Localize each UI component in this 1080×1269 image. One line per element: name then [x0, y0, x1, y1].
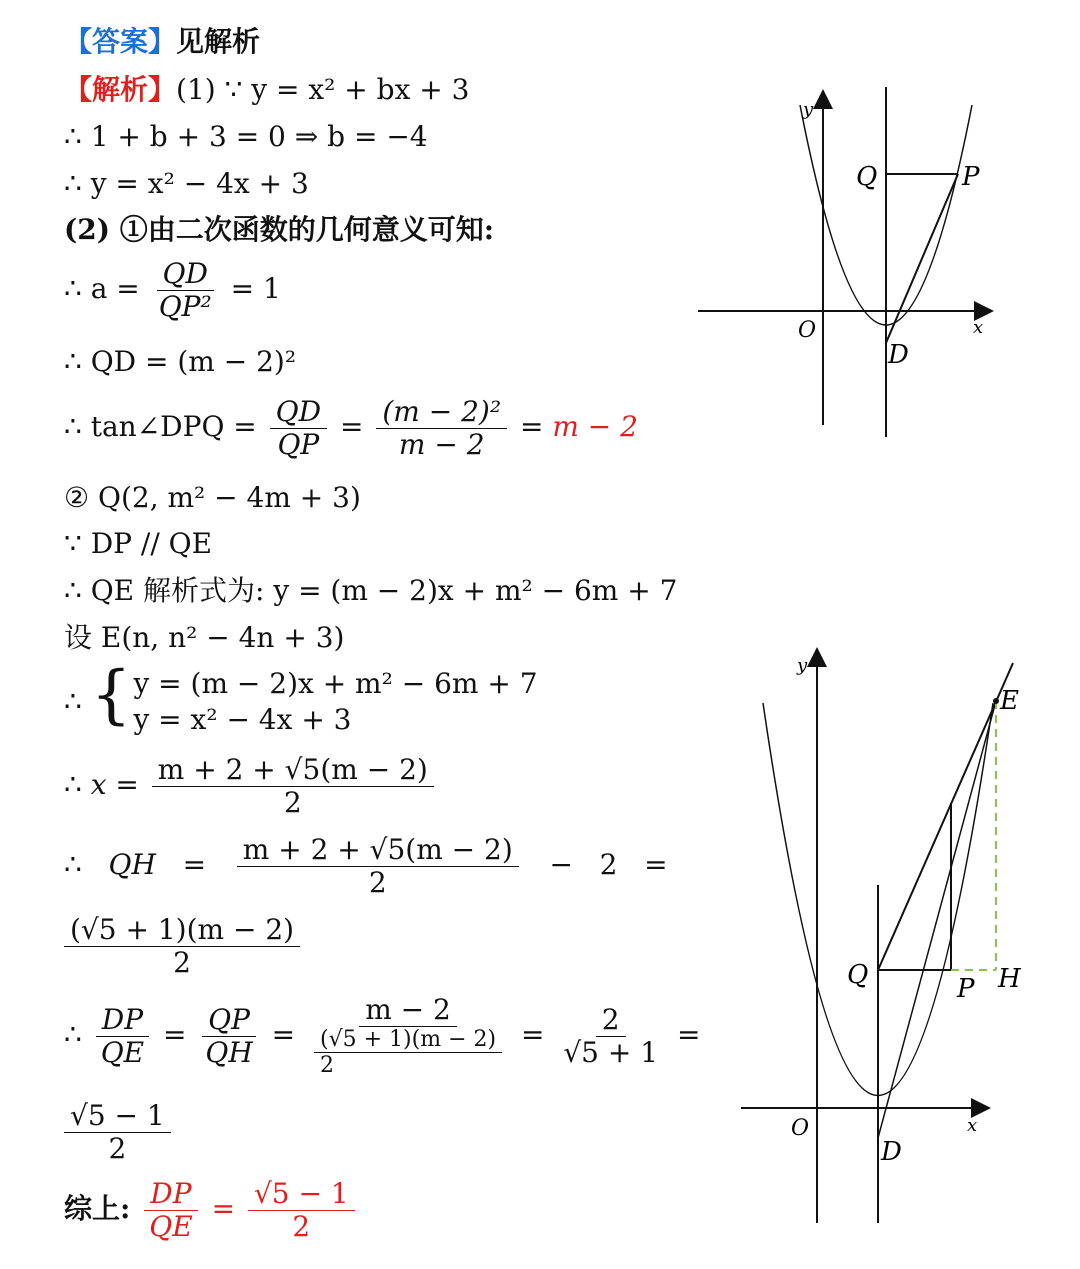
- line-7: ∴ tan∠DPQ = $\frac{QD}{QP}$ = $\frac{\text{(m − 2)²}}{m - 2}$ = m − 2: [64, 395, 638, 462]
- label-p: P: [957, 974, 975, 1004]
- l7-lhs: ∴ tan∠DPQ =: [64, 410, 257, 444]
- label-e: E: [1000, 686, 1019, 716]
- line-9: ∵ DP // QE: [64, 527, 213, 560]
- fraction-qd-qp2: [153, 258, 218, 323]
- numerator: m + 2 + √5(m − 2): [237, 834, 519, 867]
- numerator: (√5 + 1)(m − 2): [64, 914, 300, 947]
- denominator: QE: [100, 1035, 145, 1069]
- answer-text: 见解析: [176, 25, 261, 58]
- label-y: y: [803, 99, 814, 120]
- numerator: m + 2 + √5(m − 2): [152, 754, 434, 787]
- label-x: x: [967, 1115, 978, 1136]
- fraction-final: [64, 1100, 171, 1165]
- line-8: ② Q(2, m² − 4m + 3): [64, 481, 361, 514]
- denominator: 2: [283, 786, 302, 820]
- tan-result: m − 2: [552, 410, 638, 444]
- summary-fraction-result: [248, 1178, 355, 1243]
- line-15: [64, 914, 304, 979]
- line-6: ∴ QD = (m − 2)²: [64, 345, 297, 378]
- label-d: D: [881, 1137, 902, 1167]
- label-o: O: [791, 1116, 810, 1141]
- denominator: QH: [205, 1035, 253, 1069]
- line-text: (1) ∵ y = x² + bx + 3: [176, 73, 470, 106]
- fraction-qh-result: [64, 914, 300, 979]
- fraction-dp-qe: [95, 1004, 150, 1069]
- line-2: ∴ 1 + b + 3 = 0 ⇒ b = −4: [64, 120, 428, 153]
- line-5: [64, 258, 281, 323]
- numerator: (m − 2)²: [376, 396, 507, 429]
- l5-rhs: = 1: [230, 272, 281, 306]
- l5-lhs: ∴ a =: [64, 272, 140, 306]
- numerator: √5 − 1: [248, 1178, 355, 1211]
- label-h: H: [998, 964, 1021, 994]
- label-q: Q: [856, 162, 878, 192]
- label-p: P: [962, 162, 980, 192]
- system-eq-1: y = (m − 2)x + m² − 6m + 7: [133, 667, 538, 700]
- figure-2-graph: [735, 645, 1065, 1230]
- fraction-x: [152, 754, 434, 819]
- numerator: QD: [157, 258, 214, 291]
- denominator: 2: [292, 1210, 311, 1244]
- fraction-2-over-sqrt5p1: [557, 1004, 664, 1069]
- fraction-qd-qp: [270, 396, 327, 461]
- denominator: QP²: [158, 290, 212, 324]
- summary-fraction-dp-qe: [143, 1178, 198, 1243]
- line-3: ∴ y = x² − 4x + 3: [64, 167, 309, 200]
- denominator: 2: [368, 866, 387, 900]
- denominator: QP: [277, 428, 320, 462]
- fraction-qp-qh: [199, 1004, 258, 1069]
- numerator: QD: [270, 396, 327, 429]
- fraction-complex: [308, 994, 508, 1079]
- numerator: DP: [144, 1178, 197, 1211]
- answer-tag: 【答案】: [64, 25, 177, 58]
- line-17: [64, 1100, 175, 1165]
- label-q: Q: [847, 960, 869, 990]
- figure-1-graph: [690, 85, 1010, 445]
- line-14: ∴ QH = $\frac{m + 2 + √5(m - 2)}{2}$ − 2 =: [64, 833, 668, 900]
- denominator: m − 2: [398, 428, 485, 462]
- numerator: QP: [202, 1004, 256, 1037]
- label-x: x: [973, 317, 984, 338]
- system-eq-2: y = x² − 4x + 3: [133, 703, 352, 736]
- numerator: √5 − 1: [64, 1100, 171, 1133]
- denominator: √5 + 1: [563, 1035, 659, 1069]
- denominator: 2: [320, 1053, 335, 1079]
- label-y: y: [797, 655, 808, 676]
- line-16: ∴ $\frac{DP}{QE}$ = $\frac{QP}{QH}$ = $\frac{m - 2}{\frac{(√5 + 1)(m - 2)}{2}}$ = $\frac{2}{√5 + 1}$ =: [64, 993, 701, 1079]
- nested-fraction: [308, 1027, 508, 1079]
- denominator: 2: [108, 1132, 127, 1166]
- numerator: 2: [596, 1004, 626, 1037]
- line-4: (2) ①由二次函数的几何意义可知:: [64, 213, 495, 246]
- analysis-tag: 【解析】: [64, 73, 177, 106]
- line-13: ∴ x = $\frac{m + 2 + √5(m - 2)}{2}$: [64, 754, 438, 819]
- equation-system: { y = (m − 2)x + m² − 6m + 7 y = x² − 4x + 3: [90, 658, 538, 736]
- line-10: ∴ QE 解析式为: y = (m − 2)x + m² − 6m + 7: [64, 574, 678, 607]
- denominator: 2: [173, 946, 191, 980]
- line-12-system: ∴ { y = (m − 2)x + m² − 6m + 7 y = x² − 4x + 3: [64, 658, 538, 736]
- label-d: D: [888, 340, 909, 370]
- numerator: DP: [96, 1004, 149, 1037]
- denominator: QE: [149, 1210, 193, 1244]
- fraction-m2sq-m2: [376, 396, 507, 461]
- summary-label: 综上:: [64, 1192, 131, 1226]
- analysis-line-1: [64, 73, 470, 106]
- label-o: O: [798, 318, 817, 343]
- summary-line: 综上: $\frac{DP}{QE}$ = $\frac{√5 - 1}{2}$: [64, 1178, 359, 1243]
- answer-header: [64, 25, 261, 58]
- fraction-qh: [237, 834, 519, 899]
- numerator: (√5 + 1)(m − 2): [314, 1027, 502, 1053]
- numerator: m − 2: [359, 994, 457, 1027]
- line-11: 设 E(n, n² − 4n + 3): [64, 621, 345, 654]
